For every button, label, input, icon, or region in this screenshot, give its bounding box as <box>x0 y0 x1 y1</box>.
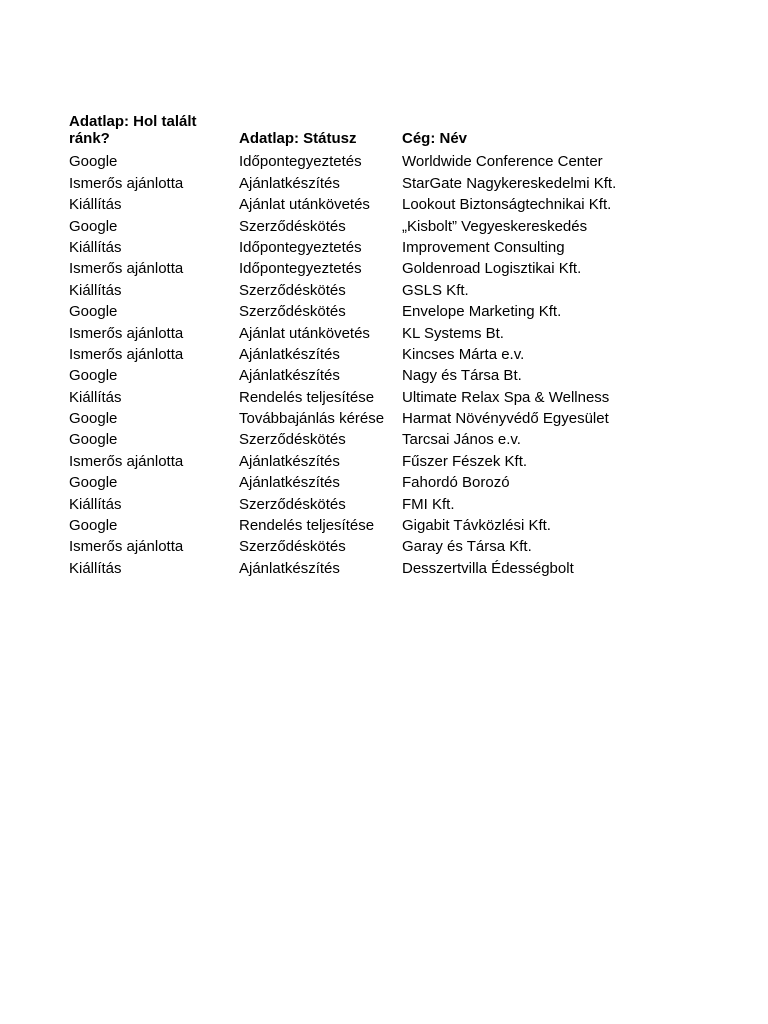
cell-status: Időpontegyeztetés <box>239 260 362 278</box>
cell-status: Rendelés teljesítése <box>239 517 375 535</box>
cell-company: Kincses Márta e.v. <box>402 345 525 363</box>
table-body <box>69 149 662 577</box>
header-row <box>69 113 662 149</box>
cell-company: KL Systems Bt. <box>402 324 504 342</box>
cell-status: Szerződéskötés <box>239 538 346 556</box>
table-row <box>69 513 662 534</box>
cell-status: Ajánlatkészítés <box>239 559 340 577</box>
cell-company: Harmat Növényvédő Egyesület <box>402 410 609 428</box>
cell-status: Ajánlatkészítés <box>239 345 340 363</box>
table-row <box>69 256 662 277</box>
cell-source: Ismerős ajánlotta <box>69 538 184 556</box>
cell-source: Google <box>69 431 118 449</box>
table-row <box>69 363 662 384</box>
table-row <box>69 406 662 427</box>
table-row <box>69 320 662 341</box>
cell-company: Desszertvilla Édességbolt <box>402 559 574 577</box>
cell-source: Ismerős ajánlotta <box>69 452 184 470</box>
table-row <box>69 342 662 363</box>
header-source: Adatlap: Hol talált ránk? <box>69 113 197 147</box>
cell-company: Gigabit Távközlési Kft. <box>402 517 551 535</box>
cell-status: Szerződéskötés <box>239 495 346 513</box>
data-table <box>69 113 662 577</box>
table-row <box>69 491 662 512</box>
cell-status: Időpontegyeztetés <box>239 153 362 171</box>
cell-source: Ismerős ajánlotta <box>69 345 184 363</box>
cell-company: Improvement Consulting <box>402 238 565 256</box>
cell-source: Kiállítás <box>69 388 122 406</box>
cell-status: Időpontegyeztetés <box>239 238 362 256</box>
cell-source: Ismerős ajánlotta <box>69 324 184 342</box>
cell-source: Google <box>69 217 118 235</box>
cell-status: Szerződéskötés <box>239 303 346 321</box>
cell-company: Goldenroad Logisztikai Kft. <box>402 260 582 278</box>
cell-source: Google <box>69 153 118 171</box>
cell-company: Fűszer Fészek Kft. <box>402 452 528 470</box>
cell-source: Kiállítás <box>69 495 122 513</box>
cell-status: Szerződéskötés <box>239 431 346 449</box>
cell-source: Google <box>69 517 118 535</box>
table-row <box>69 149 662 170</box>
table-row <box>69 448 662 469</box>
cell-source: Kiállítás <box>69 559 122 577</box>
cell-status: Továbbajánlás kérése <box>239 410 385 428</box>
cell-status: Ajánlat utánkövetés <box>239 196 370 214</box>
table-row <box>69 170 662 191</box>
cell-source: Google <box>69 410 118 428</box>
cell-company: „Kisbolt” Vegyeskereskedés <box>402 217 588 235</box>
cell-company: Ultimate Relax Spa & Wellness <box>402 388 610 406</box>
table-row <box>69 384 662 405</box>
cell-status: Ajánlatkészítés <box>239 452 340 470</box>
cell-company: Envelope Marketing Kft. <box>402 303 562 321</box>
cell-company: Tarcsai János e.v. <box>402 431 521 449</box>
table-row <box>69 299 662 320</box>
cell-source: Kiállítás <box>69 281 122 299</box>
cell-company: FMI Kft. <box>402 495 455 513</box>
cell-status: Ajánlatkészítés <box>239 174 340 192</box>
cell-status: Ajánlatkészítés <box>239 474 340 492</box>
table-row <box>69 192 662 213</box>
cell-source: Google <box>69 367 118 385</box>
table-row <box>69 277 662 298</box>
cell-company: Fahordó Borozó <box>402 474 510 492</box>
cell-company: Nagy és Társa Bt. <box>402 367 522 385</box>
table-row <box>69 235 662 256</box>
table-row <box>69 427 662 448</box>
cell-source: Google <box>69 303 118 321</box>
table-row <box>69 470 662 491</box>
cell-source: Ismerős ajánlotta <box>69 260 184 278</box>
cell-company: StarGate Nagykereskedelmi Kft. <box>402 174 617 192</box>
header-status: Adatlap: Státusz <box>239 130 357 147</box>
cell-source: Google <box>69 474 118 492</box>
cell-company: GSLS Kft. <box>402 281 469 299</box>
cell-company: Worldwide Conference Center <box>402 153 603 171</box>
cell-status: Ajánlatkészítés <box>239 367 340 385</box>
cell-source: Kiállítás <box>69 196 122 214</box>
cell-status: Szerződéskötés <box>239 217 346 235</box>
cell-status: Ajánlat utánkövetés <box>239 324 370 342</box>
cell-company: Garay és Társa Kft. <box>402 538 532 556</box>
cell-company: Lookout Biztonságtechnikai Kft. <box>402 196 612 214</box>
cell-source: Ismerős ajánlotta <box>69 174 184 192</box>
header-company: Cég: Név <box>402 130 468 147</box>
cell-status: Szerződéskötés <box>239 281 346 299</box>
report-sheet <box>69 113 662 577</box>
cell-status: Rendelés teljesítése <box>239 388 375 406</box>
table-row <box>69 534 662 555</box>
table-row <box>69 555 662 576</box>
cell-source: Kiállítás <box>69 238 122 256</box>
table-row <box>69 213 662 234</box>
